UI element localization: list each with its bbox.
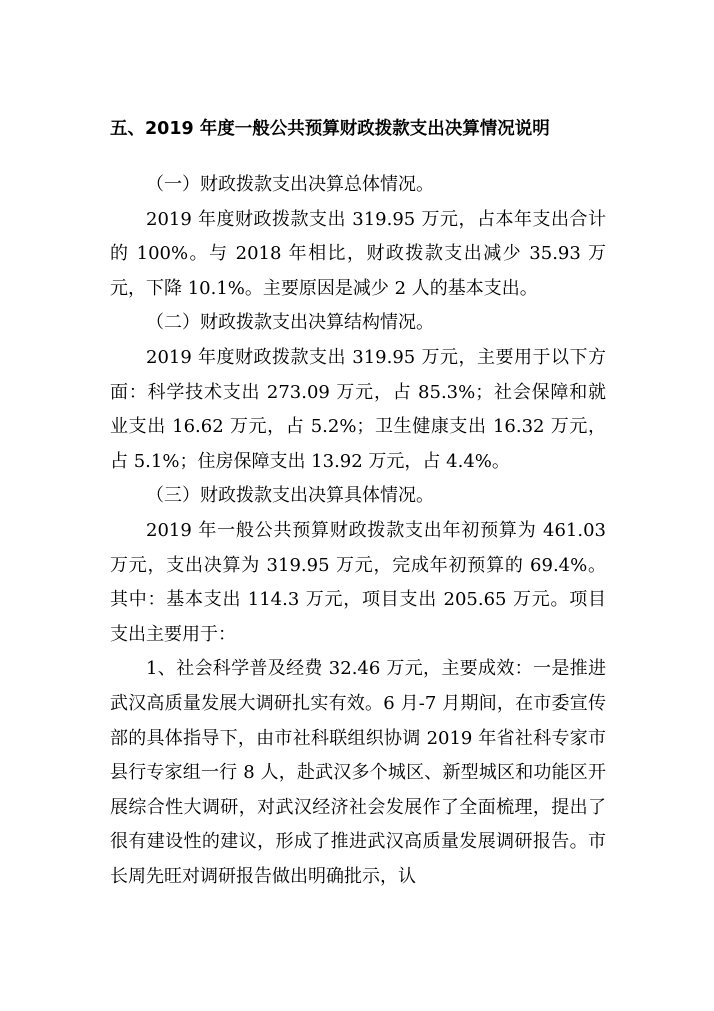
paragraph-item-1: 1、社会科学普及经费 32.46 万元，主要成效：一是推进武汉高质量发展大调研扎实有效。6 月-7 月期间，在市委宣传部的具体指导下，由市社科联组织协调 2019 年省社科专家市县行专家组一行 8 人，赴武汉多个城区、新型城区和功能区开展综合性大调研，对武汉经济社会发展作了全面梳理，提出了很有建设性的建议，形成了推进武汉高质量发展调研报告。市长周先旺对调研报告做出明确批示，认 (110, 658, 606, 887)
subsection-title-structure: （二）财政拨款支出决算结构情况。 (146, 312, 434, 334)
document-body (110, 168, 606, 894)
paragraph-structure: 2019 年度财政拨款支出 319.95 万元，主要用于以下方面：科学技术支出 273.09 万元，占 85.3%；社会保障和就业支出 16.62 万元，占 5.2%；卫生健康支出 16.32 万元，占 5.1%；住房保障支出 13.92 万元，占 4.4%。 (110, 346, 606, 472)
section-heading: 五、2019 年度一般公共预算财政拨款支出决算情况说明 (110, 119, 550, 139)
paragraph-details: 2019 年一般公共预算财政拨款支出年初预算为 461.03 万元，支出决算为 319.95 万元，完成年初预算的 69.4%。其中：基本支出 114.3 万元，项目支出 205.65 万元。项目支出主要用于： (110, 519, 606, 645)
subsection-title-overall: （一）财政拨款支出决算总体情况。 (146, 174, 434, 195)
subsection-title-details: （三）财政拨款支出决算具体情况。 (146, 485, 434, 507)
paragraph-overall: 2019 年度财政拨款支出 319.95 万元，占本年支出合计的 100%。与 2018 年相比，财政拨款支出减少 35.93 万元，下降 10.1%。主要原因是减少 2 人的基本支出。 (110, 208, 606, 299)
